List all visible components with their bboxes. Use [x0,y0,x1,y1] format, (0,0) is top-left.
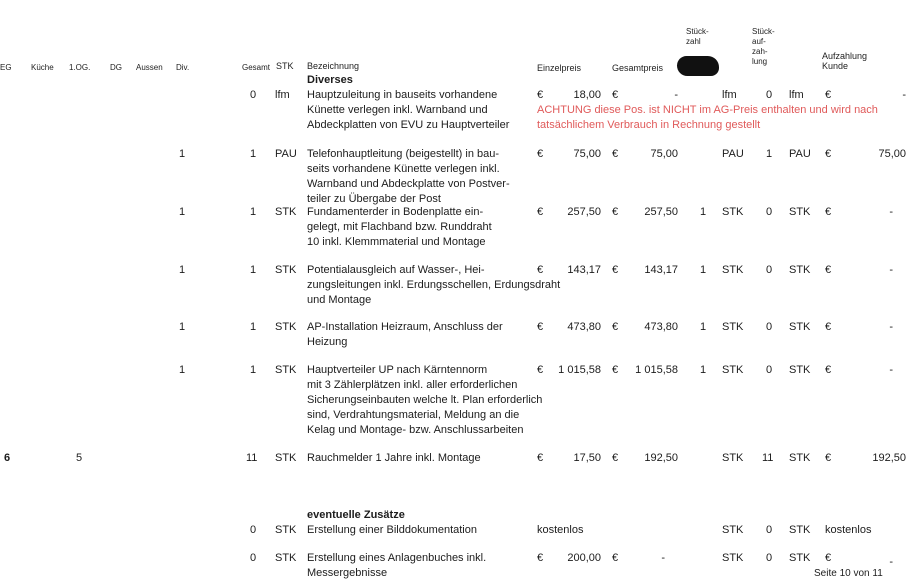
cell-einzelpreis-currency: € [537,452,544,464]
cell-aufzahlung-qty: 0 [766,89,773,101]
col-gesamtpreis: Gesamtpreis [612,63,664,73]
cell-description: Potentialausgleich auf Wasser-, Hei- zungsleitungen inkl. Erdungsschellen, Erdungsdraht und Montage [307,264,561,306]
cell-einzelpreis: 17,50 [573,452,601,464]
cell-unit: STK [275,524,297,536]
cell-stueckzahl-unit: STK [722,321,744,333]
cell-stueckzahl: 1 [700,364,707,376]
cell-einzelpreis: 257,50 [567,206,601,218]
cell-kunde: - [889,206,893,218]
cell-gesamt: 11 [246,452,258,464]
cell-unit: STK [275,264,297,276]
cell-description: Hauptzuleitung in bauseits vorhandene Künette verlegen inkl. Warnband und Abdeckplatten von EVU zu Hauptverteiler [307,89,510,131]
cell-kunde: - [889,364,893,376]
cell-kunde-currency: € [825,364,832,376]
cell-aufzahlung-qty: 1 [766,148,773,160]
cell-gesamtpreis-currency: € [612,552,619,564]
cell-kunde-currency: € [825,321,832,333]
cell-kunde-currency: € [825,148,832,160]
cell-einzelpreis: 1 015,58 [558,364,601,376]
col-gesamt: Gesamt [242,63,271,72]
cell-description: Erstellung einer Bilddokumentation [307,524,477,536]
cell-gesamt: 0 [250,89,257,101]
cell-unit: STK [275,364,297,376]
section-title-diverses: Diverses [307,74,353,86]
cell-gesamtpreis: - [661,552,665,564]
cell-aufzahlung-qty: 0 [766,321,773,333]
col-div: Div. [176,63,190,72]
warning-note: ACHTUNG diese Pos. ist NICHT im AG-Preis enthalten und wird nach tatsächlichem Verbrauch in Rechnung gestellt [537,104,878,131]
cell-stueckzahl: 1 [700,321,707,333]
cell-einzelpreis-currency: € [537,321,544,333]
cell-gesamtpreis: - [674,89,678,101]
cell-einzelpreis-currency: € [537,89,544,101]
cell-eg: 6 [4,452,11,464]
cell-einzelpreis-currency: € [537,148,544,160]
col-bezeichnung: Bezeichnung [307,61,360,71]
cell-gesamt: 1 [250,364,257,376]
cell-unit: lfm [275,89,290,101]
cell-unit: STK [275,321,297,333]
cell-aufzahlung-qty: 0 [766,206,773,218]
cell-kunde: - [889,321,893,333]
cell-stueckzahl-unit: PAU [722,148,744,160]
cell-stueckzahl: 1 [700,264,707,276]
cell-aufzahlung-qty: 0 [766,524,773,536]
cell-unit: STK [275,452,297,464]
cell-stueckzahl-unit: STK [722,452,744,464]
cell-kunde: - [902,89,906,101]
cell-div: 1 [179,148,186,160]
cell-gesamt: 1 [250,206,257,218]
col-dg: DG [110,63,122,72]
cell-kunde: 75,00 [878,148,906,160]
cell-description: AP-Installation Heizraum, Anschluss der Heizung [307,321,503,348]
cell-aufzahlung-unit: lfm [789,89,804,101]
col-kueche: Küche [31,63,54,72]
cell-description: Rauchmelder 1 Jahre inkl. Montage [307,452,481,464]
cell-div: 1 [179,364,186,376]
cell-gesamtpreis-currency: € [612,148,619,160]
cell-aufzahlung-unit: STK [789,321,811,333]
cell-stueckzahl-unit: lfm [722,89,737,101]
section-title-zusaetze: eventuelle Zusätze [307,509,405,521]
col-eg: EG [0,63,12,72]
cell-gesamtpreis-currency: € [612,321,619,333]
cell-aufzahlung-unit: PAU [789,148,811,160]
cell-gesamtpreis: 1 015,58 [635,364,678,376]
col-stueckaufzahlung: Stück- auf- zah- lung [752,27,775,66]
cell-description: Hauptverteiler UP nach Kärntennorm mit 3 Zählerplätzen inkl. aller erforderlichen Sicherungseinbauten welche lt. Plan erforderlich sind, Verdrahtungsmaterial, Meldung an die Kelag und Montage- bzw. Anschlussarbeiten [307,364,543,436]
cell-kueche: 5 [76,452,83,464]
page-number: Seite 10 von 11 [814,568,883,579]
cell-gesamtpreis: 473,80 [644,321,678,333]
cell-aufzahlung-qty: 11 [762,452,774,464]
cell-gesamt: 1 [250,264,257,276]
cell-description: Fundamenterder in Bodenplatte ein- gelegt, mit Flachband bzw. Runddraht 10 inkl. Klemmmaterial und Montage [307,206,492,248]
cell-einzelpreis: 143,17 [567,264,601,276]
cell-gesamtpreis-currency: € [612,206,619,218]
cell-aufzahlung-qty: 0 [766,364,773,376]
cell-einzelpreis-currency: € [537,364,544,376]
cell-description: Telefonhauptleitung (beigestellt) in bau- seits vorhandene Künette verlegen inkl. Warnband und Abdeckplatte von Postver- teiler zu Übergabe der Post [307,148,510,205]
cell-div: 1 [179,321,186,333]
cell-kunde: - [889,264,893,276]
cell-einzelpreis-currency: € [537,552,544,564]
cell-aufzahlung-unit: STK [789,264,811,276]
col-stueckzahl: Stück- zahl [686,27,709,46]
cell-aufzahlung-unit: STK [789,452,811,464]
cell-aufzahlung-unit: STK [789,206,811,218]
cell-price-text: kostenlos [537,524,584,536]
col-einzelpreis: Einzelpreis [537,63,582,73]
cell-gesamtpreis-currency: € [612,364,619,376]
cell-kunde-currency: € [825,89,832,101]
cell-einzelpreis-currency: € [537,264,544,276]
col-aufzahlung-kunde: Aufzahlung Kunde [822,51,868,71]
cell-description: Erstellung eines Anlagenbuches inkl. Messergebnisse [307,552,487,579]
cell-einzelpreis: 75,00 [573,148,601,160]
cell-kunde-currency: € [825,206,832,218]
cell-unit: STK [275,206,297,218]
cell-kunde: 192,50 [872,452,906,464]
cell-gesamtpreis-currency: € [612,89,619,101]
cell-aufzahlung-unit: STK [789,552,811,564]
cell-gesamtpreis: 75,00 [650,148,678,160]
cell-kunde-currency: € [825,452,832,464]
cell-kunde-currency: € [825,552,832,564]
cell-gesamtpreis-currency: € [612,264,619,276]
cell-aufzahlung-unit: STK [789,364,811,376]
cell-gesamtpreis: 143,17 [644,264,678,276]
cell-gesamt: 0 [250,552,257,564]
cell-gesamt: 0 [250,524,257,536]
cell-kunde: - [889,556,893,568]
cell-gesamt: 1 [250,148,257,160]
cell-aufzahlung-qty: 0 [766,264,773,276]
cell-aufzahlung-qty: 0 [766,552,773,564]
cell-stueckzahl-unit: STK [722,206,744,218]
cell-kunde-currency: € [825,264,832,276]
cell-kunde-text: kostenlos [825,524,872,536]
cell-stueckzahl-unit: STK [722,364,744,376]
cell-stueckzahl-unit: STK [722,524,744,536]
cell-stueckzahl-unit: STK [722,264,744,276]
cell-div: 1 [179,264,186,276]
cell-einzelpreis-currency: € [537,206,544,218]
cell-einzelpreis: 200,00 [567,552,601,564]
cell-unit: PAU [275,148,297,160]
cell-aufzahlung-unit: STK [789,524,811,536]
col-stk: STK [276,61,294,71]
cell-stueckzahl-unit: STK [722,552,744,564]
col-aussen: Aussen [136,63,163,72]
col-og1: 1.OG. [69,63,91,72]
cell-einzelpreis: 473,80 [567,321,601,333]
cell-gesamtpreis: 192,50 [644,452,678,464]
redaction-mark [677,56,719,76]
cell-stueckzahl: 1 [700,206,707,218]
cell-gesamtpreis-currency: € [612,452,619,464]
cell-gesamt: 1 [250,321,257,333]
cell-einzelpreis: 18,00 [573,89,601,101]
cell-gesamtpreis: 257,50 [644,206,678,218]
cell-unit: STK [275,552,297,564]
cell-div: 1 [179,206,186,218]
